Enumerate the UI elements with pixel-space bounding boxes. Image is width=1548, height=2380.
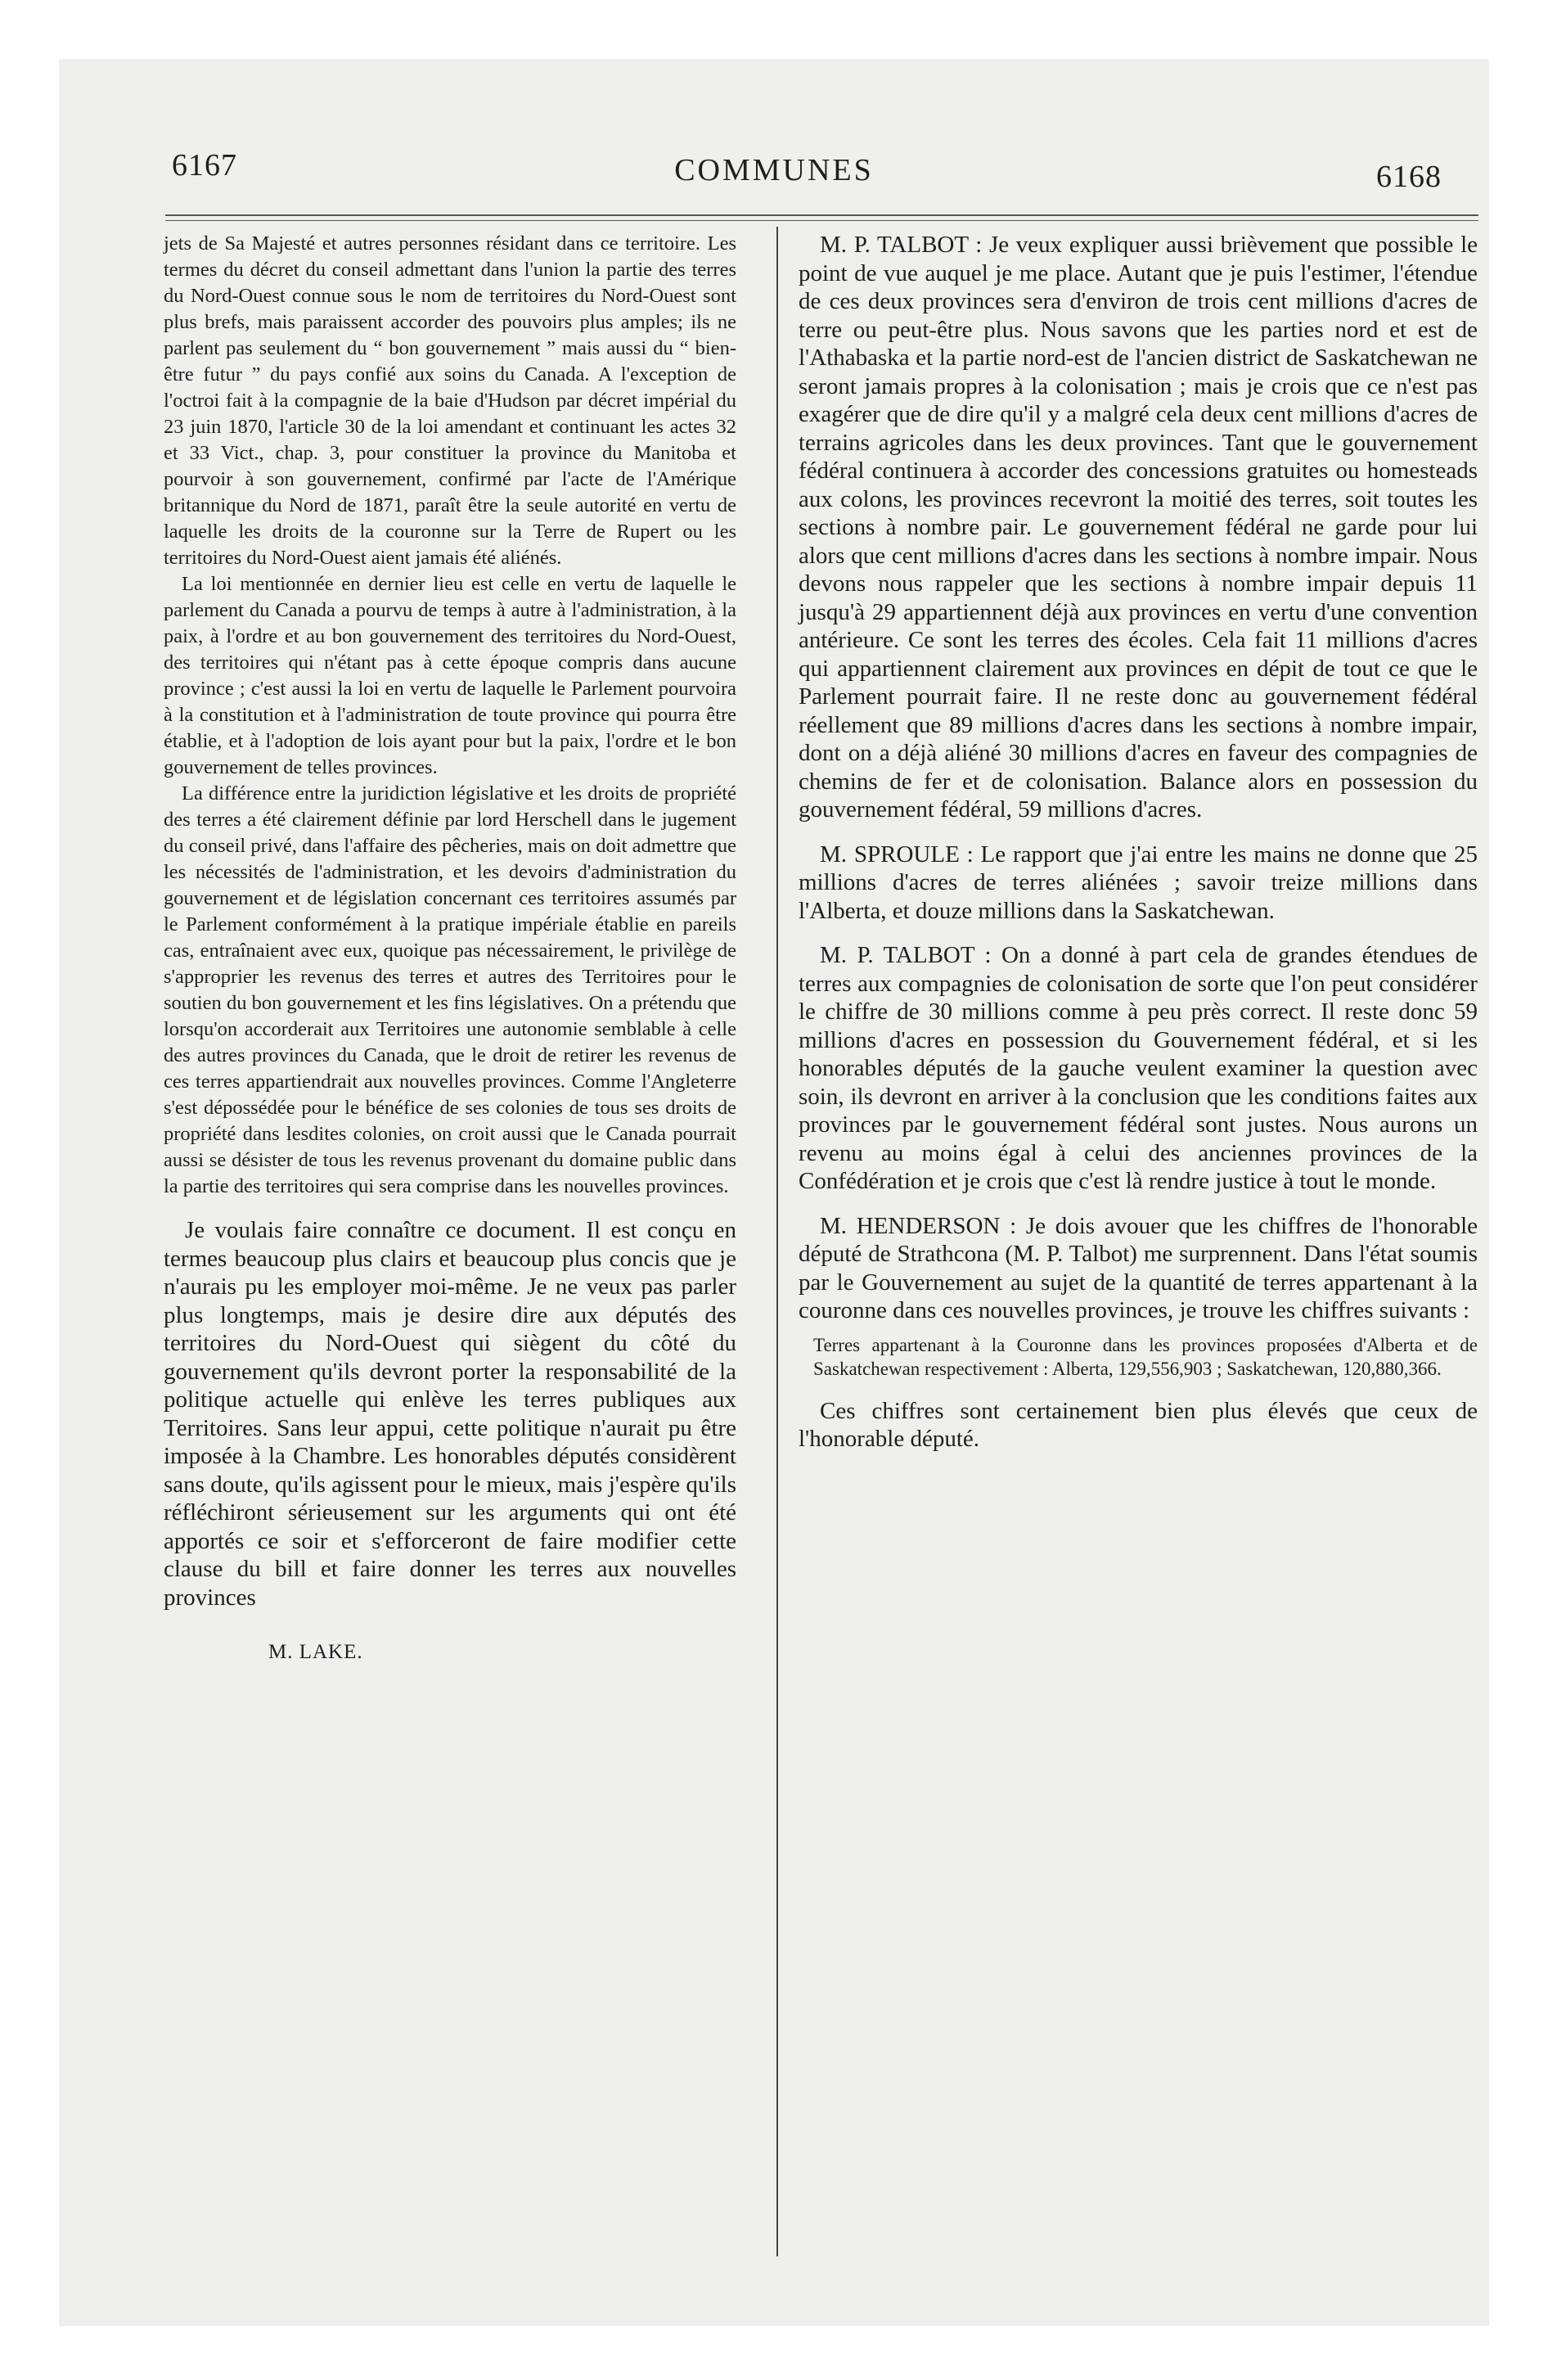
scanned-page	[59, 59, 1489, 2326]
page-number-right: 6168	[1376, 160, 1442, 194]
quoted-statement: Terres appartenant à la Couronne dans les provinces proposées d'Alberta et de Saskatchewan respectivement : Alberta, 129,556,903 ; Saskatchewan, 120,880,366.	[813, 1334, 1478, 1379]
paragraph: La loi mentionnée en dernier lieu est celle en vertu de laquelle le parlement du Canada a pourvu de temps à autre à l'administration, à la paix, à l'ordre et au bon gouvernement des territoires du Nord-Ouest, des territoires qui n'étant pas à cette époque compris dans aucune province ; c'est aussi la loi en vertu de laquelle le Parlement pourvoira à la constitution et à l'administration de toute province qui pourra être établie, et à l'adoption de lois ayant pour but la paix, l'ordre et le bon gouvernement de telles provinces.	[164, 573, 736, 778]
paragraph: Ces chiffres sont certainement bien plus élevés que ceux de l'honorable député.	[799, 1397, 1478, 1452]
paragraph: M. SPROULE : Le rapport que j'ai entre les mains ne donne que 25 millions d'acres de terres aliénées ; savoir treize millions dans l'Alberta, et douze millions dans la Saskatchewan.	[799, 841, 1478, 924]
header-rule-thin	[165, 220, 1478, 221]
paragraph: jets de Sa Majesté et autres personnes résidant dans ce territoire. Les termes du décret du conseil admettant dans l'union la partie des terres du Nord-Ouest connue sous le nom de territoires du Nord-Ouest sont plus brefs, mais paraissent accorder des pouvoirs plus amples; ils ne parlent pas seulement du “ bon gouvernement ” mais aussi du “ bien-être futur ” du pays confié aux soins du Canada. A l'exception de l'octroi fait à la compagnie de la baie d'Hudson par décret impérial du 23 juin 1870, l'article 30 de la loi amendant et continuant les actes 32 et 33 Vict., chap. 3, pour constituer la province du Manitoba et pourvoir à son gouvernement, confirmé par l'acte de l'Amérique britannique du Nord de 1871, paraît être la seule autorité en vertu de laquelle les droits de la couronne sur la Terre de Rupert ou les territoires du Nord-Ouest aient jamais été aliénés.	[164, 232, 736, 569]
paragraph: La différence entre la juridiction législative et les droits de propriété des terres a été clairement définie par lord Herschell dans le jugement du conseil privé, dans l'affaire des pêcheries, mais on doit admettre que les nécessités de l'administration, et les devoirs d'administration du gouvernement et de législation concernant ces territoires assumés par le Parlement conformément à la pratique impériale établie en pareils cas, entraînaient avec eux, quoique pas nécessairement, le privilège de s'approprier les revenus des terres et autres des Territoires pour le soutien du bon gouvernement et les fins législatives. On a prétendu que lorsqu'on accorderait aux Territoires une autonomie semblable à celle des autres provinces du Canada, que le droit de retirer les revenus de ces terres appartiendrait aux nouvelles provinces. Comme l'Angleterre s'est dépossédée pour le bénéfice de ses colonies de tous ses droits de propriété dans lesdites colonies, on croit aussi que le Canada pourrait aussi se désister de tous les revenus provenant du domaine public dans la partie des territoires qui sera comprise dans les nouvelles provinces.	[164, 782, 736, 1197]
running-title: COMMUNES	[674, 153, 874, 187]
paragraph: M. P. TALBOT : Je veux expliquer aussi brièvement que possible le point de vue auquel je me place. Autant que je puis l'estimer, l'étendue de ces deux provinces sera d'environ de trois cent millions d'acres de terre ou peut-être plus. Nous savons que les parties nord et est de l'Athabaska et la partie nord-est de l'ancien district de Saskatchewan ne seront jamais propres à la colonisation ; mais je crois que ce n'est pas exagérer que de dire qu'il y a malgré cela deux cent millions d'acres de terrains agricoles dans les deux provinces. Tant que le gouvernement fédéral continuera à accorder des concessions gratuites ou homesteads aux colons, les provinces recevront la moitié des terres, soit toutes les sections à nombre pair. Le gouvernement fédéral ne garde pour lui alors que cent millions d'acres dans les sections à nombre impair. Nous devons nous rappeler que les sections à nombre impair depuis 11 jusqu'à 29 appartiennent déjà aux provinces en vertu d'une convention antérieure. Ce sont les terres des écoles. Cela fait 11 millions d'acres qui appartiennent clairement aux provinces en dépit de tout ce que le Parlement pourrait faire. Il ne reste donc au gouvernement fédéral réellement que 89 millions d'acres dans les sections à nombre impair, dont on a déjà aliéné 30 millions d'acres en faveur des compagnies de chemins de fer et de colonisation. Balance alors en possession du gouvernement fédéral, 59 millions d'acres.	[799, 232, 1478, 823]
header-rule	[165, 214, 1478, 216]
speaker-signature: M. LAKE.	[268, 1641, 363, 1663]
left-column	[164, 231, 736, 1664]
right-column	[799, 231, 1478, 1454]
paragraph: M. P. TALBOT : On a donné à part cela de grandes étendues de terres aux compagnies de colonisation de sorte que l'on peut considérer le chiffre de 30 millions comme à peu près correct. Il reste donc 59 millions d'acres en possession du Gouvernement fédéral, et si les honorables députés de la gauche veulent examiner la question avec soin, ils devront en arriver à la conclusion que les conditions faites aux provinces par le gouvernement fédéral sont justes. Nous aurons un revenu au moins égal à celui des anciennes provinces de la Confédération et je crois que c'est là rendre justice à tout le monde.	[799, 942, 1478, 1194]
paragraph: Je voulais faire connaître ce document. Il est conçu en termes beaucoup plus clairs et beaucoup plus concis que je n'aurais pu les employer moi-même. Je ne veux pas parler plus longtemps, mais je desire dire aux députés des territoires du Nord-Ouest qui siègent du côté du gouvernement qu'ils devront porter la responsabilité de la politique actuelle qui enlève les terres publiques aux Territoires. Sans leur appui, cette politique n'aurait pu être imposée à la Chambre. Les honorables députés considèrent sans doute, qu'ils agissent pour le mieux, mais j'espère qu'ils réfléchiront sérieusement sur les arguments qui ont été apportés ce soir et s'efforceront de faire modifier cette clause du bill et faire donner les terres aux nouvelles provinces	[164, 1217, 736, 1611]
paragraph: M. HENDERSON : Je dois avouer que les chiffres de l'honorable député de Strathcona (M. P. Talbot) me surprennent. Dans l'état soumis par le Gouvernement au sujet de la quantité de terres appartenant à la couronne dans ces nouvelles provinces, je trouve les chiffres suivants :	[799, 1212, 1478, 1323]
column-divider	[776, 227, 778, 2256]
page-number-left: 6167	[172, 148, 237, 183]
